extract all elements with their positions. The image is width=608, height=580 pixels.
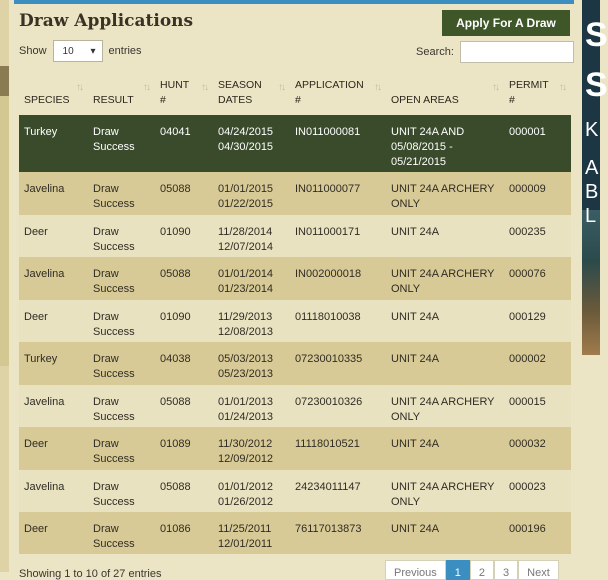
ad-photo — [582, 210, 600, 355]
open-areas-cell — [386, 115, 504, 172]
cell-text: 000009 — [509, 183, 546, 195]
ad-letter: S — [585, 16, 608, 54]
cell-text: ONLY — [391, 496, 421, 508]
cell-text: 12/07/2014 — [218, 241, 274, 253]
cell-text: 01/01/2015 — [218, 183, 274, 195]
cell-text: Success — [93, 241, 135, 253]
sort-arrows-icon: ↑↓ — [143, 82, 149, 93]
cell-text: Draw — [93, 438, 119, 450]
cell-text: 04/24/2015 — [218, 126, 274, 138]
cell-text: 11/28/2014 — [218, 226, 273, 238]
cell-text: 000196 — [509, 523, 546, 535]
cell-text: UNIT 24A ARCHERY — [391, 268, 495, 280]
table-row[interactable] — [19, 115, 571, 172]
column-header-line1: HUNT — [160, 79, 190, 91]
table-row[interactable] — [19, 512, 571, 554]
application-cell — [290, 470, 386, 512]
cell-text: Draw — [93, 183, 119, 195]
search-label: Search: — [416, 46, 454, 58]
cell-text: 01090 — [160, 311, 191, 323]
table-info: Showing 1 to 10 of 27 entries — [19, 568, 162, 580]
ad-letter: L — [585, 205, 597, 227]
cell-text: IN011000081 — [295, 126, 361, 138]
cell-text: 05/21/2015 — [391, 156, 447, 168]
table-header-row — [19, 70, 571, 115]
result-cell — [88, 115, 155, 172]
cell-text: UNIT 24A — [391, 438, 440, 450]
cell-text: UNIT 24A ARCHERY — [391, 183, 495, 195]
cell-text: 12/08/2013 — [218, 326, 274, 338]
cell-text: 11/25/2011 — [218, 523, 272, 535]
cell-text: ONLY — [391, 283, 421, 295]
cell-text: 05088 — [160, 268, 191, 280]
entries-length-control — [19, 39, 142, 63]
cell-text: Javelina — [24, 396, 65, 408]
hunt-cell — [155, 115, 213, 172]
column-header[interactable] — [504, 70, 571, 115]
season-dates-cell — [213, 427, 290, 470]
cell-text: 01/22/2015 — [218, 198, 274, 210]
cell-text: IN011000077 — [295, 183, 361, 195]
cell-text: Draw — [93, 353, 119, 365]
cell-text: ONLY — [391, 411, 421, 423]
left-strip-track — [0, 96, 9, 366]
cell-text: Draw — [93, 226, 119, 238]
permit-cell — [504, 470, 571, 512]
cell-text: 01118010038 — [295, 311, 361, 323]
permit-cell — [504, 172, 571, 215]
pagination-item[interactable]: 2 — [470, 560, 494, 580]
species-cell — [19, 172, 88, 215]
cell-text: 04/30/2015 — [218, 141, 274, 153]
permit-cell — [504, 427, 571, 470]
hunt-cell — [155, 257, 213, 300]
hunt-cell — [155, 470, 213, 512]
hunt-cell — [155, 342, 213, 385]
cell-text: 04038 — [160, 353, 191, 365]
cell-text: 01/01/2013 — [218, 396, 274, 408]
hunt-cell — [155, 172, 213, 215]
column-header[interactable] — [155, 70, 213, 115]
cell-text: 01089 — [160, 438, 191, 450]
cell-text: 05088 — [160, 183, 191, 195]
open-areas-cell — [386, 342, 504, 385]
cell-text: Success — [93, 141, 135, 153]
result-cell — [88, 172, 155, 215]
column-header-line1: APPLICATION — [295, 79, 364, 91]
cell-text: 12/09/2012 — [218, 453, 274, 465]
cell-text: 01/26/2012 — [218, 496, 274, 508]
application-cell — [290, 427, 386, 470]
permit-cell — [504, 257, 571, 300]
result-cell — [88, 427, 155, 470]
result-cell — [88, 257, 155, 300]
left-scroll-strip — [0, 0, 9, 572]
cell-text: 11/30/2012 — [218, 438, 273, 450]
cell-text: UNIT 24A — [391, 523, 440, 535]
cell-text: 05/03/2013 — [218, 353, 274, 365]
column-header-line1 — [24, 78, 84, 93]
cell-text: UNIT 24A AND — [391, 126, 465, 138]
entries-label: entries — [108, 45, 142, 57]
ad-letter: A — [585, 157, 599, 179]
species-cell — [19, 215, 88, 257]
side-advertisement[interactable] — [582, 0, 608, 355]
cell-text: 000076 — [509, 268, 546, 280]
cell-text: Success — [93, 453, 135, 465]
cell-text: Javelina — [24, 183, 65, 195]
season-dates-cell — [213, 115, 290, 172]
cell-text: Draw — [93, 481, 119, 493]
cell-text: 000015 — [509, 396, 546, 408]
column-header-line2: # — [509, 94, 515, 106]
cell-text: IN002000018 — [295, 268, 362, 280]
permit-cell — [504, 342, 571, 385]
cell-text: Deer — [24, 226, 48, 238]
column-header-line1: PERMIT — [509, 79, 549, 91]
season-dates-cell — [213, 215, 290, 257]
open-areas-cell — [386, 385, 504, 427]
cell-text: 000001 — [509, 126, 546, 138]
cell-text: UNIT 24A ARCHERY — [391, 396, 495, 408]
cell-text: Success — [93, 326, 135, 338]
species-cell — [19, 427, 88, 470]
cell-text: 01/01/2012 — [218, 481, 274, 493]
pagination-item[interactable]: Next — [518, 560, 559, 580]
season-dates-cell — [213, 342, 290, 385]
pagination — [385, 560, 559, 580]
sort-arrows-icon: ↑↓ — [374, 82, 380, 93]
season-dates-cell — [213, 172, 290, 215]
permit-cell — [504, 300, 571, 342]
result-cell — [88, 342, 155, 385]
column-header[interactable] — [290, 70, 386, 115]
season-dates-cell — [213, 385, 290, 427]
column-header[interactable] — [213, 70, 290, 115]
application-cell — [290, 512, 386, 554]
table-row[interactable] — [19, 470, 571, 512]
permit-cell — [504, 512, 571, 554]
cell-text: Success — [93, 496, 135, 508]
table-body — [19, 115, 571, 554]
cell-text: UNIT 24A — [391, 226, 440, 238]
cell-text: 05/23/2013 — [218, 368, 274, 380]
cell-text: Turkey — [24, 353, 58, 365]
cell-text: 12/01/2011 — [218, 538, 273, 550]
show-label: Show — [19, 45, 47, 57]
cell-text: 01090 — [160, 226, 191, 238]
column-header[interactable] — [88, 70, 155, 115]
search-input[interactable] — [460, 41, 574, 63]
cell-text: UNIT 24A — [391, 353, 440, 365]
column-header-line1: SEASON — [218, 79, 262, 91]
pagination-item[interactable]: Previous — [385, 560, 446, 580]
species-cell — [19, 257, 88, 300]
cell-text: Draw — [93, 311, 119, 323]
cell-text: 07230010335 — [295, 353, 363, 365]
open-areas-cell — [386, 512, 504, 554]
open-areas-cell — [386, 300, 504, 342]
cell-text: 76117013873 — [295, 523, 362, 535]
application-cell — [290, 257, 386, 300]
cell-text: Success — [93, 368, 135, 380]
cell-text: Success — [93, 198, 135, 210]
chevron-down-icon: ▾ — [90, 45, 96, 57]
table-row[interactable] — [19, 257, 571, 300]
result-cell — [88, 300, 155, 342]
open-areas-cell — [386, 257, 504, 300]
cell-text: 11118010521 — [295, 438, 360, 450]
cell-text: 05088 — [160, 481, 191, 493]
hunt-cell — [155, 215, 213, 257]
cell-text: Deer — [24, 311, 48, 323]
species-cell — [19, 115, 88, 172]
result-cell — [88, 215, 155, 257]
cell-text: Javelina — [24, 481, 65, 493]
cell-text: Deer — [24, 438, 48, 450]
result-cell — [88, 470, 155, 512]
cell-text: Success — [93, 283, 135, 295]
ad-letter: B — [585, 181, 599, 203]
pagination-item[interactable]: 3 — [494, 560, 518, 580]
cell-text: Draw — [93, 523, 119, 535]
table-row[interactable] — [19, 172, 571, 215]
column-header-line2: SPECIES — [24, 94, 70, 106]
column-header[interactable] — [386, 70, 504, 115]
cell-text: Turkey — [24, 126, 58, 138]
open-areas-cell — [386, 215, 504, 257]
result-cell — [88, 512, 155, 554]
cell-text: 000235 — [509, 226, 546, 238]
cell-text: 04041 — [160, 126, 191, 138]
entries-select-value: 10 — [62, 45, 74, 57]
season-dates-cell — [213, 470, 290, 512]
ad-letter: K — [585, 119, 599, 141]
cell-text: Draw — [93, 268, 119, 280]
application-cell — [290, 385, 386, 427]
table-row[interactable] — [19, 427, 571, 470]
hunt-cell — [155, 512, 213, 554]
hunt-cell — [155, 427, 213, 470]
cell-text: 000032 — [509, 438, 546, 450]
column-header-line2: # — [295, 94, 301, 106]
sort-arrows-icon: ↑↓ — [492, 82, 498, 93]
season-dates-cell — [213, 512, 290, 554]
cell-text: IN011000171 — [295, 226, 361, 238]
draw-applications-table — [19, 70, 571, 554]
sort-arrows-icon: ↑↓ — [76, 82, 82, 93]
season-dates-cell — [213, 300, 290, 342]
column-header-line1 — [391, 78, 500, 93]
sort-arrows-icon: ↑↓ — [201, 82, 207, 93]
species-cell — [19, 512, 88, 554]
table-row[interactable] — [19, 342, 571, 385]
species-cell — [19, 385, 88, 427]
cell-text: 01086 — [160, 523, 191, 535]
entries-select[interactable] — [53, 40, 103, 62]
permit-cell — [504, 115, 571, 172]
species-cell — [19, 342, 88, 385]
cell-text: Javelina — [24, 268, 65, 280]
result-cell — [88, 385, 155, 427]
application-cell — [290, 342, 386, 385]
open-areas-cell — [386, 172, 504, 215]
pagination-item[interactable]: 1 — [446, 560, 470, 580]
cell-text: ONLY — [391, 198, 421, 210]
permit-cell — [504, 215, 571, 257]
search-control — [416, 40, 574, 64]
season-dates-cell — [213, 257, 290, 300]
cell-text: UNIT 24A — [391, 311, 440, 323]
application-cell — [290, 300, 386, 342]
apply-for-draw-button[interactable]: Apply For A Draw — [442, 10, 570, 36]
cell-text: Deer — [24, 523, 48, 535]
cell-text: 07230010326 — [295, 396, 363, 408]
column-header-line2: RESULT — [93, 94, 134, 106]
ad-letter: S — [585, 66, 608, 104]
cell-text: UNIT 24A ARCHERY — [391, 481, 495, 493]
left-strip-handle[interactable] — [0, 66, 9, 96]
cell-text: 000002 — [509, 353, 546, 365]
open-areas-cell — [386, 470, 504, 512]
cell-text: Success — [93, 538, 135, 550]
cell-text: 05/08/2015 - — [391, 141, 453, 153]
hunt-cell — [155, 300, 213, 342]
cell-text: Draw — [93, 396, 119, 408]
cell-text: 05088 — [160, 396, 191, 408]
sort-arrows-icon: ↑↓ — [278, 82, 284, 93]
species-cell — [19, 300, 88, 342]
species-cell — [19, 470, 88, 512]
cell-text: 24234011147 — [295, 481, 361, 493]
column-header-line2: # — [160, 94, 166, 106]
top-accent-bar — [14, 0, 574, 4]
page-title: Draw Applications — [19, 11, 194, 31]
application-cell — [290, 172, 386, 215]
cell-text: 000023 — [509, 481, 546, 493]
column-header[interactable] — [19, 70, 88, 115]
cell-text: 01/24/2013 — [218, 411, 274, 423]
open-areas-cell — [386, 427, 504, 470]
sort-arrows-icon: ↑↓ — [559, 82, 565, 93]
permit-cell — [504, 385, 571, 427]
table-row[interactable] — [19, 300, 571, 342]
cell-text: 11/29/2013 — [218, 311, 273, 323]
hunt-cell — [155, 385, 213, 427]
cell-text: 01/01/2014 — [218, 268, 274, 280]
cell-text: 000129 — [509, 311, 546, 323]
table-row[interactable] — [19, 215, 571, 257]
cell-text: Draw — [93, 126, 119, 138]
cell-text: Success — [93, 411, 135, 423]
application-cell — [290, 215, 386, 257]
table-row[interactable] — [19, 385, 571, 427]
application-cell — [290, 115, 386, 172]
column-header-line2: OPEN AREAS — [391, 94, 459, 106]
cell-text: 01/23/2014 — [218, 283, 274, 295]
column-header-line2: DATES — [218, 94, 253, 106]
